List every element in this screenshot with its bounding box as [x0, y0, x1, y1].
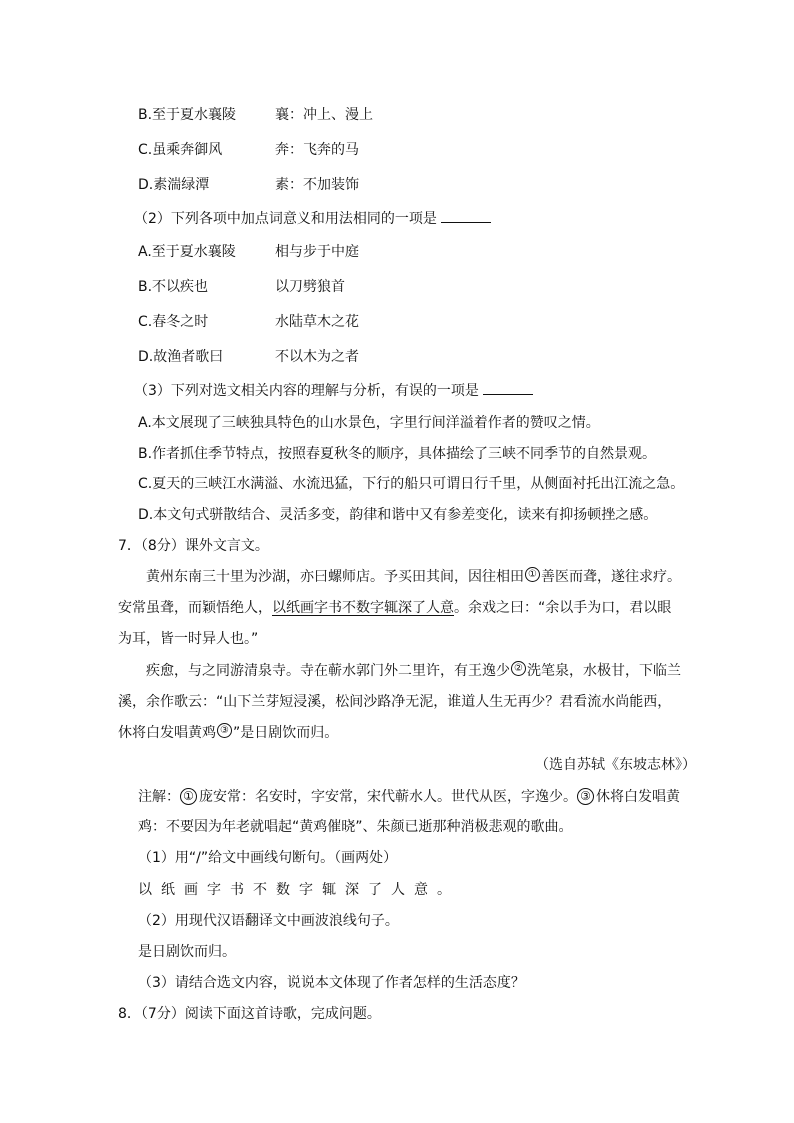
q7-sub1-text: 以纸画字书不数字辄深了人意。 — [138, 882, 460, 898]
option-explanation: 素：不加装饰 — [275, 177, 359, 193]
q7-sub2-text: 是日剧饮而归。 — [138, 944, 236, 960]
option-label: B.不以疾也 — [138, 279, 209, 295]
q6-2-prompt: （2）下列各项中加点词意义和用法相同的一项是 — [134, 208, 491, 229]
q6-3-option-c: C.夏天的三峡江水满溢、水流迅猛，下行的船只可谓日行千里，从侧面衬托出江流之急。 — [138, 476, 685, 492]
footnote-marker: ① — [525, 567, 540, 582]
q7-passage-line: 疾愈，与之同游清泉寺。寺在蕲水郭门外二里许，有王逸少 ② 洗笔泉，水极甘，下临兰 — [146, 663, 681, 679]
option-explanation: 襄：冲上、漫上 — [275, 107, 373, 123]
q7-passage-line: 为耳，皆一时异人也。” — [118, 631, 259, 647]
q6-3-option-a: A.本文展现了三峡独具特色的山水景色，字里行间洋溢着作者的赞叹之情。 — [138, 415, 600, 431]
option-explanation: 不以木为之者 — [275, 349, 359, 365]
q6-3-option-b: B.作者抓住季节特点，按照春夏秋冬的顺序，具体描绘了三峡不同季节的自然景观。 — [138, 446, 657, 462]
option-label: C.虽乘奔御风 — [138, 142, 223, 158]
option-label: C.春冬之时 — [138, 314, 209, 330]
option-explanation: 相与步于中庭 — [275, 244, 359, 260]
q7-passage-line: 溪，余作歌云：“山下兰芽短浸溪，松间沙路净无泥，谁道人生无再少？君看流水尚能西， — [118, 694, 672, 710]
q7-passage-line: 黄州东南三十里为沙湖，亦曰螺师店。予买田其间，因往相田 ① 善医而聋，遂往求疗。 — [146, 569, 681, 585]
option-label: A.至于夏水襄陵 — [138, 244, 236, 260]
q6-3-prompt: （3）下列对选文相关内容的理解与分析，有误的一项是 — [134, 380, 533, 401]
note-marker: ③ — [577, 788, 594, 805]
q6-3-option-d: D.本文句式骈散结合、灵活多变，韵律和谐中又有参差变化，读来有抑扬顿挫之感。 — [138, 507, 658, 523]
q7-source: （选自苏轼《东坡志林》） — [535, 757, 696, 773]
footnote-marker: ③ — [217, 723, 232, 738]
option-explanation: 水陆草木之花 — [275, 314, 359, 330]
q7-sub2-prompt: （2）用现代汉语翻译文中画波浪线句子。 — [138, 913, 399, 929]
option-explanation: 以刀劈狼首 — [275, 279, 345, 295]
q8-heading: 8．（7分）阅读下面这首诗歌，完成问题。 — [118, 1006, 381, 1022]
option-label: D.素湍绿潭 — [138, 177, 210, 193]
underlined-sentence: 以纸画字书不数字辄深了人意 — [272, 600, 454, 616]
q7-passage-line: 休将白发唱黄鸡 ③ ”是日剧饮而归。 — [118, 725, 339, 741]
q7-sub3-prompt: （3）请结合选文内容，说说本文体现了作者怎样的生活态度？ — [138, 975, 525, 991]
option-label: D.故渔者歌曰 — [138, 349, 224, 365]
q7-sub1-prompt: （1）用“/”给文中画线句断句。（画两处） — [138, 850, 398, 866]
q7-notes: 注解： ① 庞安常：名安时，字安常，宋代蕲水人。世代从医，字逸少。 ③ 休将白发唱黄 — [138, 789, 680, 805]
answer-blank — [441, 208, 491, 223]
note-marker: ① — [180, 788, 197, 805]
option-label: B.至于夏水襄陵 — [138, 107, 237, 123]
option-explanation: 奔：飞奔的马 — [275, 142, 359, 158]
answer-blank — [483, 380, 533, 395]
q7-notes-line2: 鸡：不要因为年老就唱起“黄鸡催晓”、朱颜已逝那种消极悲观的歌曲。 — [138, 819, 573, 835]
q7-heading: 7．（8分）课外文言文。 — [118, 538, 269, 554]
footnote-marker: ② — [511, 661, 526, 676]
q7-passage-line: 安常虽聋，而颖悟绝人，以纸画字书不数字辄深了人意。余戏之曰：“余以手为口，君以眼 — [118, 600, 672, 616]
